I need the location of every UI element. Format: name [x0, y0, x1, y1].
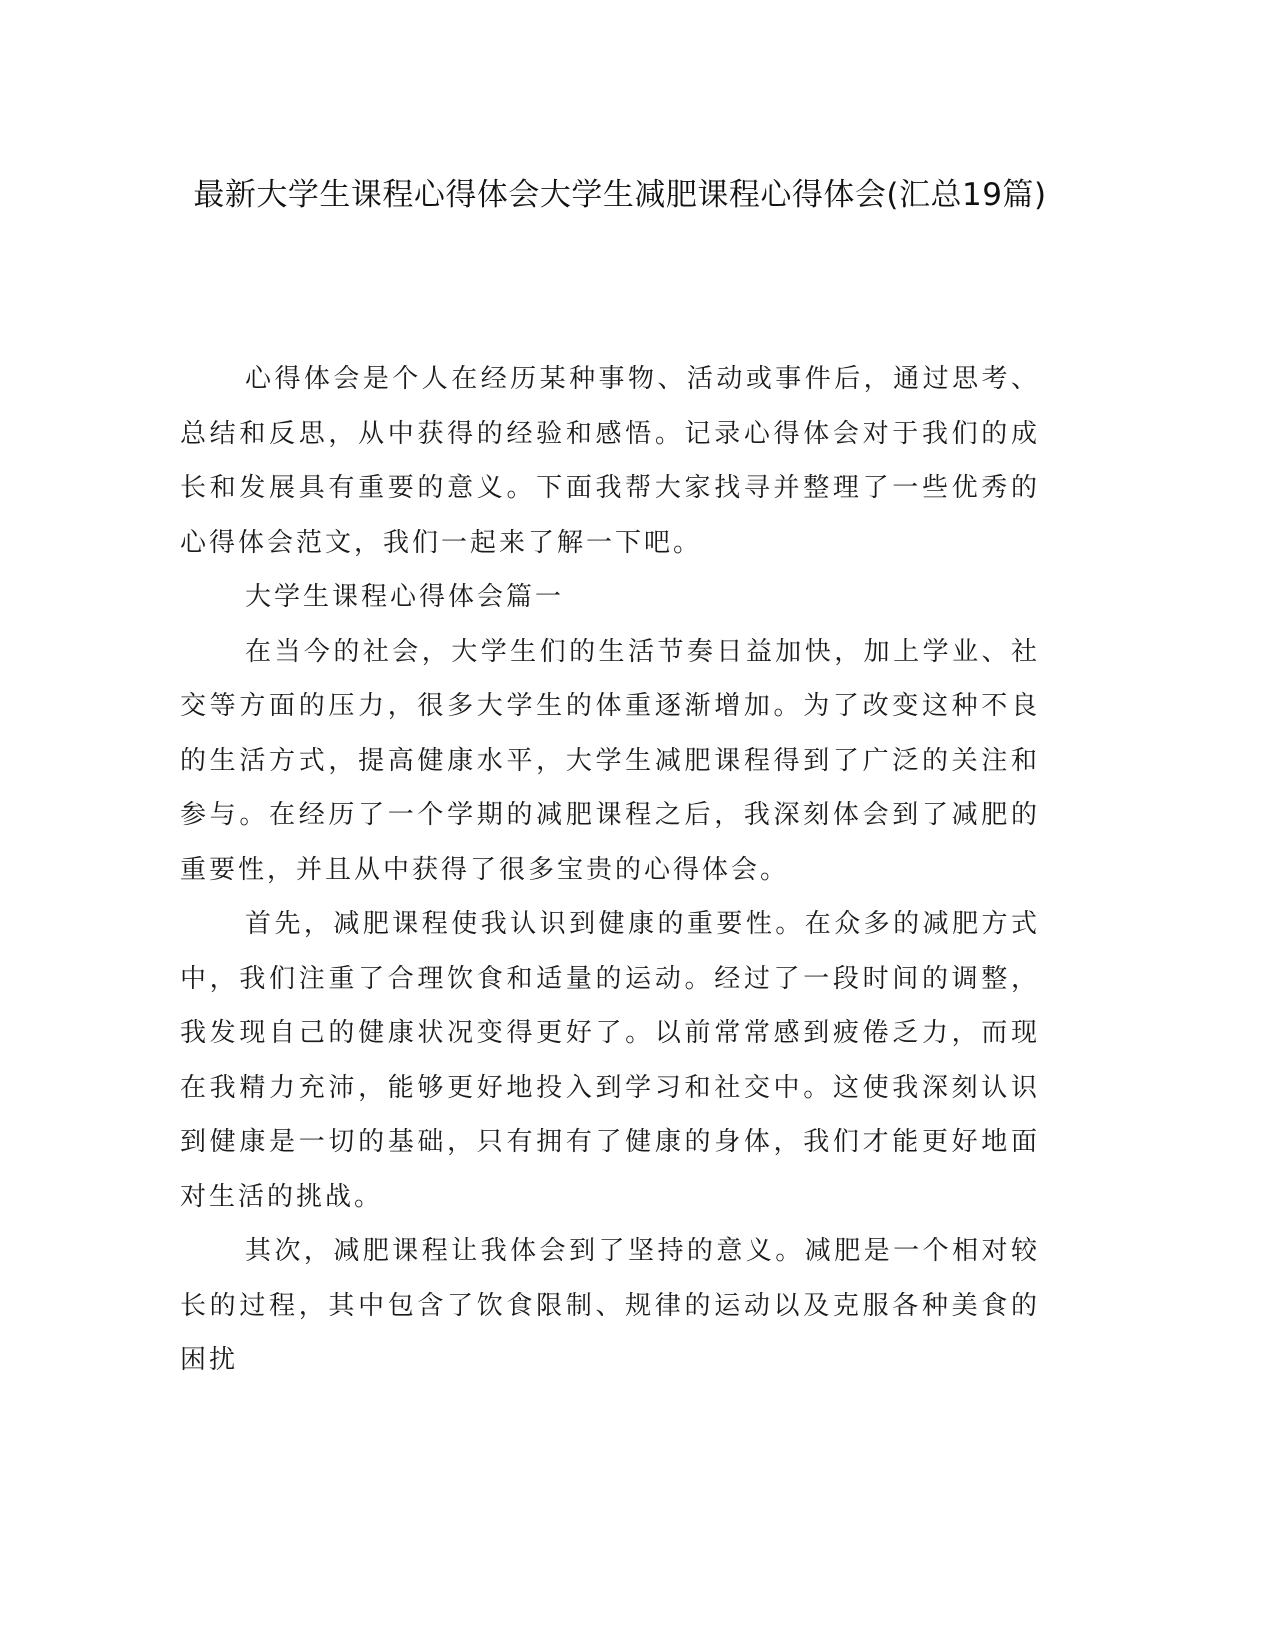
section-heading: 大学生课程心得体会篇一	[245, 582, 565, 612]
body-paragraph: 首先，减肥课程使我认识到健康的重要性。在众多的减肥方式中，我们注重了合理饮食和适量的运动。经过了一段时间的调整，我发现自己的健康状况变得更好了。以前常常感到疲倦乏力，而现在我精力充沛，能够更好地投入到学习和社交中。这使我深刻认识到健康是一切的基础，只有拥有了健康的身体，我们才能更好地面对生活的挑战。	[180, 909, 1040, 1212]
document-title: 最新大学生课程心得体会大学生减肥课程心得体会(汇总19篇)	[193, 177, 1047, 213]
body-paragraph: 其次，减肥课程让我体会到了坚持的意义。减肥是一个相对较长的过程，其中包含了饮食限制、规律的运动以及克服各种美食的困扰	[180, 1236, 1040, 1375]
body-paragraph: 在当今的社会，大学生们的生活节奏日益加快，加上学业、社交等方面的压力，很多大学生的体重逐渐增加。为了改变这种不良的生活方式，提高健康水平，大学生减肥课程得到了广泛的关注和参与。在经历了一个学期的减肥课程之后，我深刻体会到了减肥的重要性，并且从中获得了很多宝贵的心得体会。	[180, 636, 1040, 885]
intro-paragraph: 心得体会是个人在经历某种事物、活动或事件后，通过思考、总结和反思，从中获得的经验和感悟。记录心得体会对于我们的成长和发展具有重要的意义。下面我帮大家找寻并整理了一些优秀的心得体会范文，我们一起来了解一下吧。	[180, 364, 1040, 558]
document-body	[180, 352, 1040, 1388]
